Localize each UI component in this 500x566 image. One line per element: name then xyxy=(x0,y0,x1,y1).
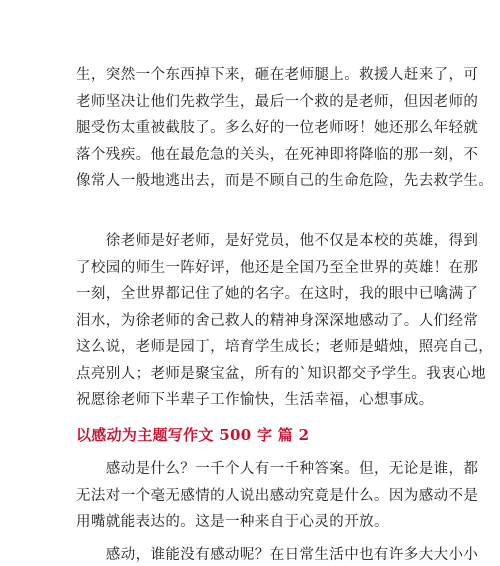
text-line: 无法对一个毫无感情的人说出感动究竟是什么。因为感动不是 xyxy=(76,487,479,504)
paragraph-3 xyxy=(76,456,479,536)
text-line: 了校园的师生一阵好评，他还是全国乃至全世界的英雄！在那 xyxy=(76,259,479,276)
text-line: 点亮别人；老师是聚宝盆，所有的`知识都交予学生。我衷心地 xyxy=(76,365,486,382)
text-line: 生，突然一个东西掉下来，砸在老师腿上。救援人赶来了，可 xyxy=(76,67,479,83)
text-line: 感动是什么？一千个人有一千种答案。但，无论是谁，都 xyxy=(76,461,479,477)
section-heading: 以感动为主题写作文 500 字 篇 2 xyxy=(76,426,310,444)
text-line: 感动，谁能没有感动呢？在日常生活中也有许多大大小小 xyxy=(76,547,479,563)
text-line: 一刻，全世界都记住了她的名字。在这时，我的眼中已噙满了 xyxy=(76,286,479,302)
text-line: 像常人一般地逃出去，而是不顾自己的生命危险，先去救学生。 xyxy=(76,173,494,189)
text-line: 老师坚决让他们先救学生，最后一个救的是老师，但因老师的 xyxy=(76,93,479,110)
text-line: 徐老师是好老师，是好党员，他不仅是本校的英雄，得到 xyxy=(76,233,479,249)
text-line: 这么说，老师是园丁，培育学生成长；老师是蜡烛，照亮自己， xyxy=(76,339,494,355)
text-line: 祝愿徐老师下半辈子工作愉快，生活幸福，心想事成。 xyxy=(76,392,434,408)
paragraph-2 xyxy=(76,228,494,414)
text-line: 用嘴就能表达的。这是一种来自于心灵的开放。 xyxy=(76,514,389,530)
text-line: 腿受伤太重被截肢了。多么好的一位老师呀！她还那么年轻就 xyxy=(76,120,479,136)
text-line: 泪水，为徐老师的舍己救人的精神身深深地感动了。人们经常 xyxy=(76,312,479,329)
paragraph-1 xyxy=(76,62,494,195)
paragraph-4 xyxy=(76,542,479,566)
text-line: 落个残疾。他在最危急的关头，在死神即将降临的那一刻，不 xyxy=(76,146,479,163)
